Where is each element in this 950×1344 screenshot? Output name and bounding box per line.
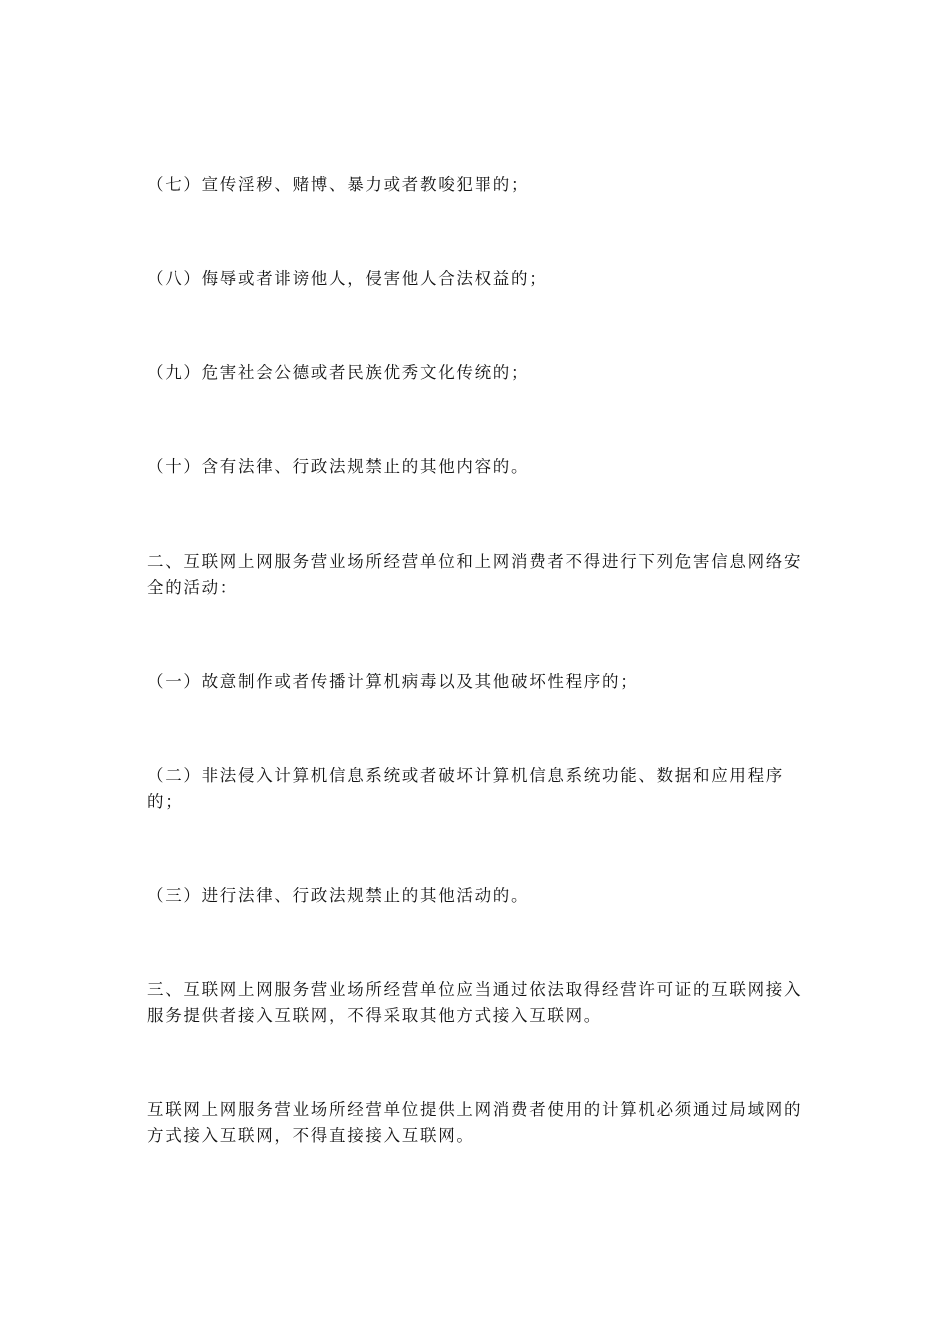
paragraph-item-8: （八）侮辱或者诽谤他人，侵害他人合法权益的； bbox=[147, 269, 548, 288]
paragraph-item-9: （九）危害社会公德或者民族优秀文化传统的； bbox=[147, 363, 530, 382]
paragraph-item-2: （二）非法侵入计算机信息系统或者破坏计算机信息系统功能、数据和应用程序的； bbox=[147, 766, 784, 811]
paragraph-lan-requirement: 互联网上网服务营业场所经营单位提供上网消费者使用的计算机必须通过局域网的方式接入互联网，不得直接接入互联网。 bbox=[147, 1100, 803, 1145]
paragraph-item-10: （十）含有法律、行政法规禁止的其他内容的。 bbox=[147, 457, 530, 476]
paragraph-section-2: 二、互联网上网服务营业场所经营单位和上网消费者不得进行下列危害信息网络安全的活动： bbox=[147, 552, 803, 597]
paragraph-section-3: 三、互联网上网服务营业场所经营单位应当通过依法取得经营许可证的互联网接入服务提供者接入互联网，不得采取其他方式接入互联网。 bbox=[147, 980, 803, 1025]
paragraph-item-1: （一）故意制作或者传播计算机病毒以及其他破坏性程序的； bbox=[147, 672, 639, 691]
paragraph-item-3: （三）进行法律、行政法规禁止的其他活动的。 bbox=[147, 886, 530, 905]
paragraph-item-7: （七）宣传淫秽、赌博、暴力或者教唆犯罪的； bbox=[147, 175, 530, 194]
